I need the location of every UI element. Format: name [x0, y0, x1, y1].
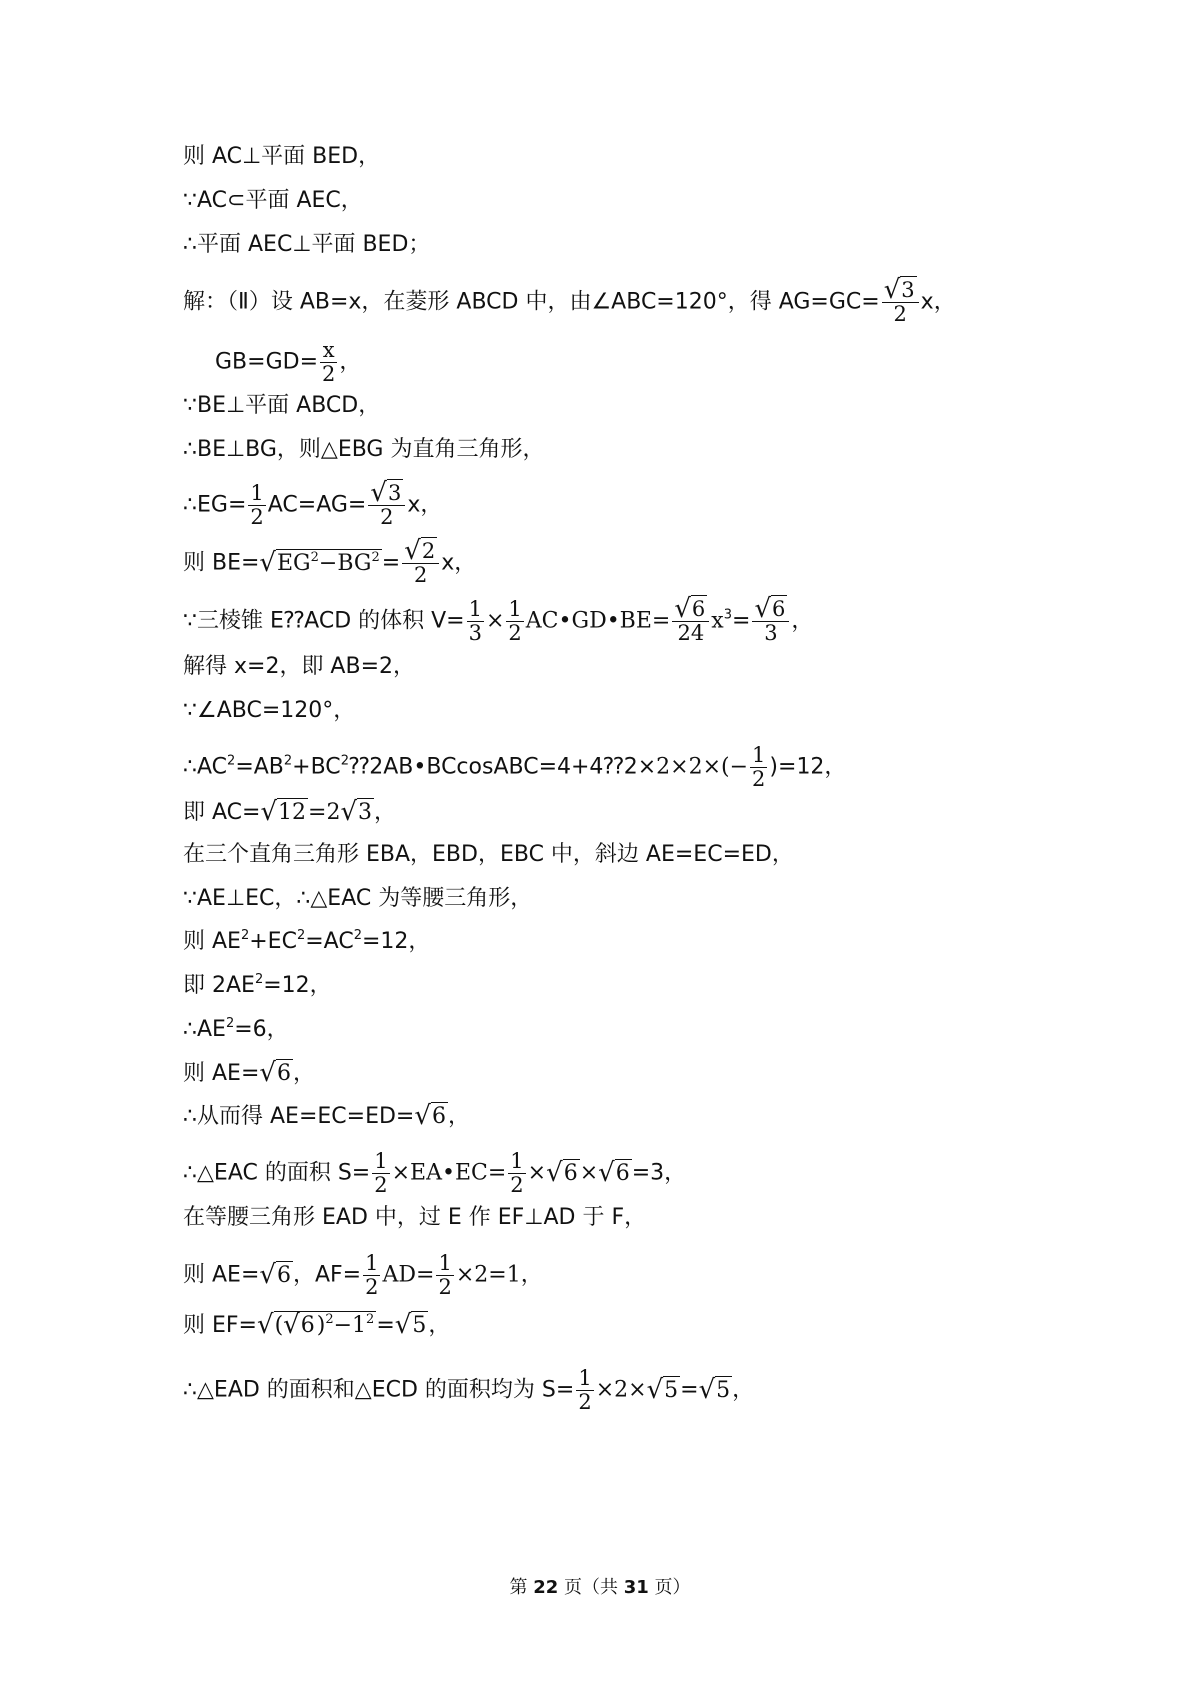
line-21: ∴从而得 AE=EC=ED=√6，	[183, 1101, 470, 1131]
fraction: $\frac{1}{3}$	[468, 597, 482, 645]
line-4: 解：（Ⅱ）设 AB=x，在菱形 ABCD 中，由∠ABC=120°，得 AG=GC= $\frac{√3}{2}$ x，	[183, 275, 956, 326]
line-18: 即 $2AE^2=12$，	[183, 972, 332, 998]
square-root: √6	[259, 1259, 291, 1290]
line-14: 即 AC=√12=2√3，	[183, 797, 397, 827]
line-5: GB=GD= $\frac{x}{2}$ ，	[215, 338, 362, 386]
line-24: 则 AE=√6，AF= $\frac{1}{2}$ AD= $\frac{1}{2}$ ×2=1，	[183, 1251, 543, 1299]
fraction: $\frac{1}{2}$	[508, 597, 522, 645]
fraction: $\frac{1}{2}$	[578, 1366, 592, 1414]
line-3: ∴平面 AEC⊥平面 BED；	[183, 232, 431, 257]
line-11: 解得 x=2，即 AB=2，	[183, 654, 416, 679]
fraction: $\frac{√3}{2}$	[882, 279, 919, 326]
page-number: 22	[533, 1577, 559, 1598]
line-16: ∵AE⊥EC，∴△EAC 为等腰三角形，	[183, 886, 533, 911]
fraction: $\frac{1}{2}$	[438, 1251, 452, 1299]
fraction: $\frac{1}{2}$	[510, 1149, 524, 1197]
line-10: ∵三棱锥 E⁇ACD 的体积 V= $\frac{1}{3}$ × $\frac{1}{2}$ AC•GD•BE= $\frac{√6}{24}$ $x^3=$ $\frac{√6}{3}$ ，	[183, 594, 814, 645]
line-22: ∴△EAC 的面积 S= $\frac{1}{2}$ ×EA•EC= $\frac{1}{2}$ ×√6×√6=3，	[183, 1149, 687, 1197]
line-13: $\therefore AC^2=AB^2+BC^2⁇2AB•BCcosABC=4+4⁇2\times 2\times 2\times(-$ $\frac{1}{2}$ )=12，	[183, 743, 847, 791]
line-7: ∴BE⊥BG，则△EBG 为直角三角形，	[183, 437, 545, 462]
square-root: √6	[414, 1101, 446, 1131]
line-9: 则 $BE=√EG^2-BG^2=$ $\frac{√2}{2}$ x，	[183, 536, 477, 587]
page-footer: 第 22 页（共 31 页）	[509, 1577, 691, 1598]
line-26: ∴△EAD 的面积和△ECD 的面积均为 S= $\frac{1}{2}$ ×2×√5=√5，	[183, 1366, 755, 1414]
fraction: $\frac{1}{2}$	[374, 1149, 388, 1197]
square-root: √6	[259, 1058, 291, 1088]
square-root: √6	[598, 1157, 630, 1188]
line-17: 则 $AE^2+EC^2=AC^2=12$，	[183, 928, 431, 954]
line-8: ∴EG= $\frac{1}{2}$ AC=AG= $\frac{√3}{2}$ x，	[183, 478, 443, 529]
fraction: $\frac{1}{2}$	[752, 743, 766, 791]
square-root: √5	[698, 1374, 731, 1405]
line-20: 则 AE=√6，	[183, 1058, 315, 1088]
square-root: $√(√6)^2-1^2$	[256, 1310, 375, 1340]
square-root: $√EG^2-BG^2$	[259, 547, 380, 578]
fraction: $\frac{x}{2}$	[322, 338, 336, 386]
fraction: $\frac{√3}{2}$	[368, 482, 405, 529]
line-12: ∵∠ABC=120°，	[183, 698, 356, 723]
square-root: √3	[340, 797, 373, 827]
page-total: 31	[623, 1577, 649, 1598]
line-19: $\therefore AE^2=6$，	[183, 1016, 289, 1042]
line-15: 在三个直角三角形 EBA，EBD，EBC 中，斜边 AE=EC=ED，	[183, 842, 794, 867]
fraction: $\frac{√6}{3}$	[752, 598, 789, 645]
square-root: √12	[260, 797, 307, 827]
square-root: √6	[546, 1157, 578, 1188]
square-root: √5	[646, 1374, 679, 1405]
line-1: 则 AC⊥平面 BED，	[183, 144, 381, 169]
fraction: $\frac{1}{2}$	[250, 481, 264, 529]
line-23: 在等腰三角形 EAD 中，过 E 作 EF⊥AD 于 F，	[183, 1205, 647, 1230]
fraction: $\frac{1}{2}$	[365, 1251, 379, 1299]
fraction: $\frac{√2}{2}$	[402, 540, 439, 587]
fraction: $\frac{√6}{24}$	[672, 598, 709, 645]
square-root: √5	[394, 1310, 427, 1340]
line-2: ∵AC⊂平面 AEC，	[183, 188, 363, 213]
line-6: ∵BE⊥平面 ABCD，	[183, 393, 381, 418]
line-25: 则 $EF=√(√6)^2-1^2=√5$，	[183, 1310, 451, 1340]
